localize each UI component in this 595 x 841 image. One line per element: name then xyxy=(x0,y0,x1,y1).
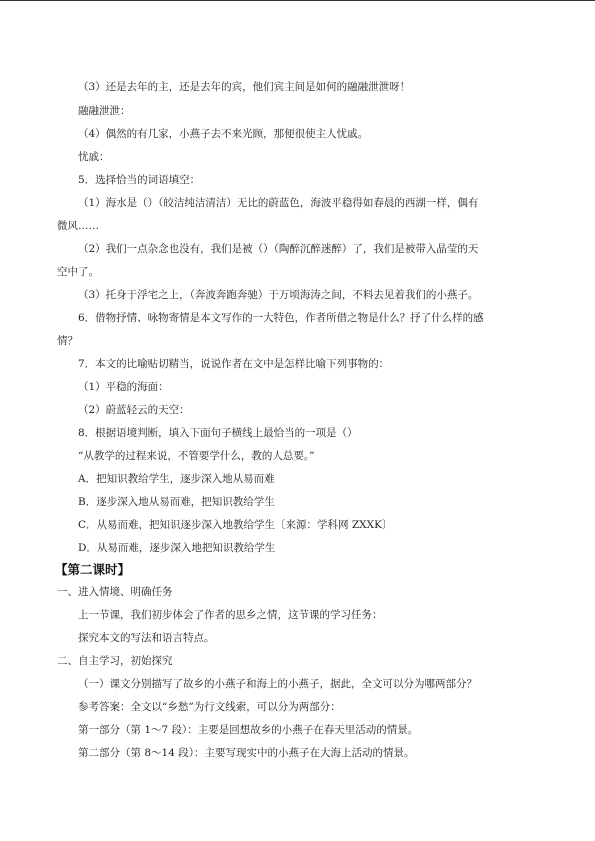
q8-option-b: B．逐步深入地从易而难，把知识教给学生 xyxy=(78,496,275,508)
section1-title: 一、进入情境、明确任务 xyxy=(57,586,173,598)
q6-line2: 情？ xyxy=(57,335,78,347)
lesson2-heading: 【第二课时】 xyxy=(55,562,131,577)
q5-item3: （3）托身于浮宅之上，（奔波奔跑奔驰）于万顷海涛之间，不料去见着我们的小燕子。 xyxy=(78,289,479,301)
q5-item2-line2: 空中了。 xyxy=(57,266,99,278)
q8-option-d: D．从易而难，逐步深入地把知识教给学生 xyxy=(78,542,276,554)
section1-paragraph2: 探究本文的写法和语言特点。 xyxy=(78,632,215,644)
q8-quote: “从教学的过程来说，不管要学什么，教的人总要。” xyxy=(78,450,315,462)
q5-item2-line1: （2）我们一点杂念也没有，我们是被（）（陶醉沉醉迷醉）了，我们是被带入晶莹的天 xyxy=(78,243,479,255)
section2-part1: 第一部分（第 1～7 段）：主要是回想故乡的小燕子在春天里活动的情景。 xyxy=(78,724,419,736)
section2-part2: 第二部分（第 8～14 段）：主要写现实中的小燕子在大海上活动的情景。 xyxy=(78,747,415,759)
q5-item1-line1: （1）海水是（）（皎洁纯洁清洁）无比的蔚蓝色，海波平稳得如春晨的西湖一样，偶有 xyxy=(78,197,479,209)
q5-item1-line2: 微风…… xyxy=(57,220,99,232)
section1-paragraph1: 上一节课，我们初步体会了作者的思乡之情，这节课的学习任务： xyxy=(78,609,383,621)
q7-item2: （2）蔚蓝轻云的天空： xyxy=(78,404,190,416)
q5-title: 5．选择恰当的词语填空： xyxy=(78,174,201,186)
q3-item3-term: 融融泄泄： xyxy=(78,105,131,117)
q6-line1: 6．借物抒情、咏物寄情是本文写作的一大特色，作者所借之物是什么？抒了什么样的感 xyxy=(78,312,484,324)
q7-title: 7．本文的比喻贴切精当，说说作者在文中是怎样比喻下列事物的： xyxy=(78,358,390,370)
q3-item3: （3）还是去年的主，还是去年的宾，他们宾主间是如何的融融泄泄呀！ xyxy=(78,81,411,93)
q8-option-c: C．从易而难，把知识逐步深入地教给学生〔来源：学科网 ZXXK〕 xyxy=(78,519,393,531)
section2-reference-answer: 参考答案：全文以“乡愁”为行文线索，可以分为两部分： xyxy=(78,701,341,713)
q3-item4-term: 忧戚： xyxy=(78,151,110,163)
q8-option-a: A．把知识教给学生，逐步深入地从易而难 xyxy=(78,473,275,485)
section2-title: 二、自主学习，初始探究 xyxy=(57,655,173,667)
q3-item4: （4）偶然的有几家，小燕子去不来光顾，那便很使主人忧戚。 xyxy=(78,128,369,140)
q8-title: 8．根据语境判断，填入下面句子横线上最恰当的一项是（） xyxy=(78,427,358,439)
section2-question1: （一）课文分别描写了故乡的小燕子和海上的小燕子，据此，全文可以分为哪两部分？ xyxy=(78,678,477,690)
q7-item1: （1）平稳的海面： xyxy=(78,381,169,393)
